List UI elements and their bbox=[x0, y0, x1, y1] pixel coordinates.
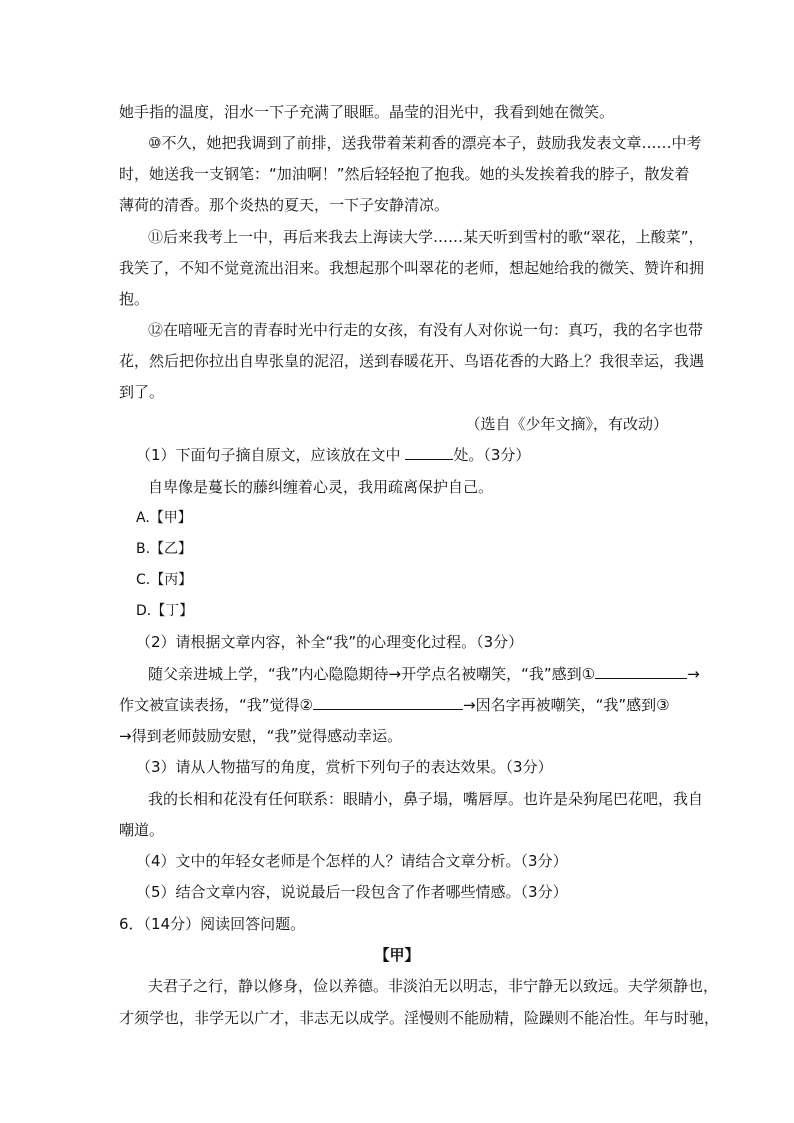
question-1-sentence: 自卑像是蔓长的藤纠缠着心灵，我用疏离保护自己。 bbox=[148, 478, 494, 496]
paragraph-11-line: 抱。 bbox=[119, 290, 150, 308]
arrow-text: → bbox=[687, 665, 700, 683]
classical-text-line: 夫君子之行，静以修身，俭以养德。非淡泊无以明志，非宁静无以致远。夫学须静也， bbox=[148, 977, 719, 995]
paragraph-11-line: 我笑了，不知不觉竟流出泪来。我想起那个叫翠花的老师，想起她给我的微笑、赞许和拥 bbox=[119, 259, 705, 277]
option-a[interactable]: A.【甲】 bbox=[136, 510, 192, 526]
question-2-line: →得到老师鼓励安慰，“我”觉得感动幸运。 bbox=[119, 727, 403, 745]
question-2-text: 作文被宣读表扬，“我”觉得② bbox=[119, 696, 313, 714]
question-3-sentence: 我的长相和花没有任何联系：眼睛小，鼻子塌，嘴唇厚。也许是朵狗尾巴花吧，我自 bbox=[148, 790, 704, 808]
section-6-heading: 6．（14分）阅读回答问题。 bbox=[119, 915, 306, 933]
classical-text-line: 才须学也，非学无以广才，非志无以成学。淫慢则不能励精，险躁则不能冶性。年与时驰， bbox=[119, 1009, 720, 1027]
source-citation: （选自《少年文摘》，有改动） bbox=[465, 415, 668, 433]
paragraph-10-line: 薄荷的清香。那个炎热的夏天，一下子安静清凉。 bbox=[119, 196, 450, 214]
question-2-line bbox=[119, 695, 670, 715]
question-2-line bbox=[148, 664, 700, 684]
option-c[interactable]: C.【丙】 bbox=[136, 572, 193, 588]
paragraph-12-line: 花，然后把你拉出自卑张皇的泥沼，送到春暖花开、鸟语花香的大路上？我很幸运，我遇 bbox=[119, 352, 705, 370]
paragraph-10-line: ⑩不久，她把我调到了前排，送我带着茉莉香的漂亮本子，鼓励我发表文章……中考 bbox=[148, 134, 702, 152]
question-2-text: 随父亲进城上学，“我”内心隐隐期待→开学点名被嘲笑，“我”感到① bbox=[148, 665, 596, 683]
question-4-stem: （4）文中的年轻女老师是个怎样的人？请结合文章分析。（3分） bbox=[136, 852, 568, 870]
question-1-stem-text: （1）下面句子摘自原文，应该放在文中 bbox=[136, 446, 406, 464]
section-6-subtitle: 【甲】 bbox=[374, 946, 420, 964]
answer-blank-1[interactable] bbox=[595, 664, 687, 679]
question-1-stem bbox=[136, 445, 530, 465]
answer-blank-2[interactable] bbox=[313, 695, 463, 710]
paragraph-10-line: 时，她送我一支钢笔：“加油啊！”然后轻轻抱了抱我。她的头发挨着我的脖子，散发着 bbox=[119, 165, 690, 183]
paragraph-12-line: ⑫在喑哑无言的青春时光中行走的女孩，有没有人对你说一句：真巧，我的名字也带 bbox=[148, 321, 704, 339]
answer-blank[interactable] bbox=[405, 445, 453, 460]
passage-line: 她手指的温度，泪水一下子充满了眼眶。晶莹的泪光中，我看到她在微笑。 bbox=[119, 103, 615, 121]
question-5-stem: （5）结合文章内容，说说最后一段包含了作者哪些情感。（3分） bbox=[136, 883, 568, 901]
question-1-stem-tail: 处。（3分） bbox=[453, 446, 531, 464]
question-3-stem: （3）请从人物描写的角度，赏析下列句子的表达效果。（3分） bbox=[136, 758, 553, 776]
question-2-stem: （2）请根据文章内容，补全“我”的心理变化过程。（3分） bbox=[136, 633, 524, 651]
paragraph-12-line: 到了。 bbox=[119, 383, 165, 401]
option-b[interactable]: B.【乙】 bbox=[136, 541, 193, 557]
paragraph-11-line: ⑪后来我考上一中，再后来我去上海读大学……某天听到雪村的歌“翠花，上酸菜”， bbox=[148, 228, 704, 246]
question-2-text: →因名字再被嘲笑，“我”感到③ bbox=[463, 696, 670, 714]
question-3-sentence: 嘲道。 bbox=[119, 821, 165, 839]
option-d[interactable]: D.【丁】 bbox=[136, 603, 194, 619]
